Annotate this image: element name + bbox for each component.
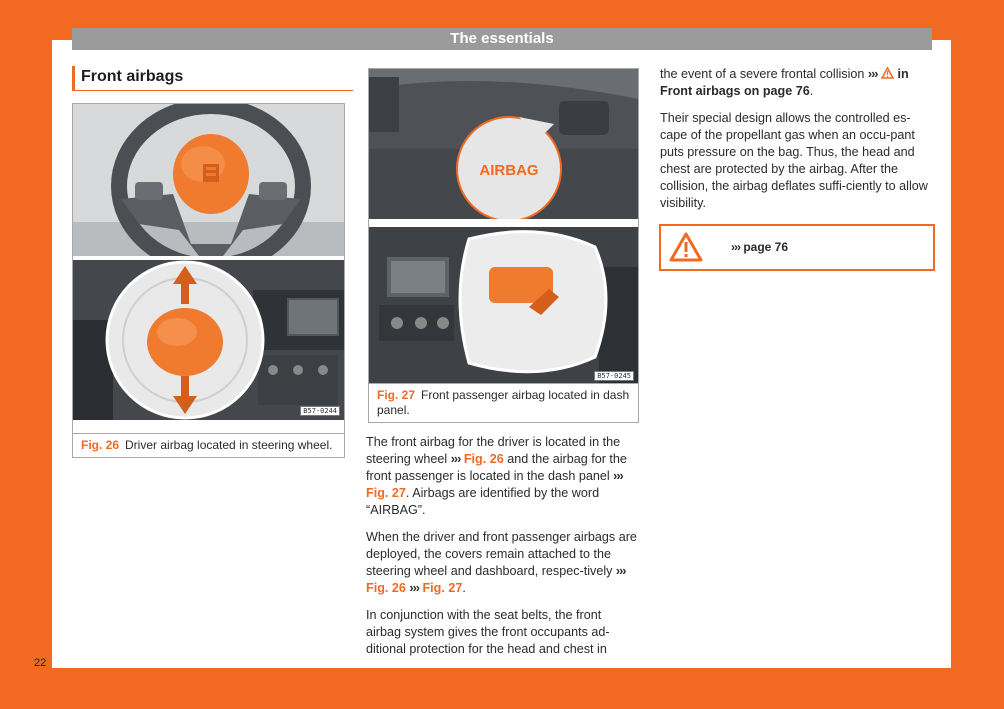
chapter-title: The essentials <box>450 30 554 47</box>
paragraph <box>660 110 932 212</box>
cross-ref-arrows: ››› <box>867 67 878 81</box>
image-code-label: B57-0245 <box>594 371 634 381</box>
text-run: . <box>462 581 466 595</box>
figure-26-link[interactable]: Fig. 26 <box>463 452 504 466</box>
warning-page-link[interactable] <box>731 240 788 254</box>
chapter-header <box>72 28 932 50</box>
cross-ref-arrows: ››› <box>613 469 623 483</box>
figure-caption-text: Front passenger airbag located in dash panel. <box>377 388 630 417</box>
figure-26-link[interactable]: Fig. 26 <box>366 581 406 595</box>
airbag-word-label: AIRBAG <box>479 162 539 179</box>
deployed-passenger-airbag-image <box>369 227 638 385</box>
paragraph <box>366 434 638 519</box>
figure-27 <box>368 68 639 423</box>
cross-ref-arrows: ››› <box>731 240 740 254</box>
steering-wheel-image <box>73 104 344 256</box>
text-run: The front airbag for the driver is located in the steering wheel <box>366 435 621 466</box>
cross-ref-arrows: ››› <box>450 452 461 466</box>
text-run: . <box>809 84 814 98</box>
warning-triangle-icon <box>669 232 703 262</box>
page-number: 22 <box>34 657 47 669</box>
warning-box <box>659 224 935 271</box>
image-code-label: B57-0244 <box>300 406 340 416</box>
paragraph <box>660 66 932 100</box>
text-run: In conjunction with the seat belts, the front airbag system gives the front occupants ad-ditional protection for the head and chest in <box>366 608 610 656</box>
warning-link-text: page 76 <box>743 240 789 254</box>
figure-caption <box>73 433 344 457</box>
paragraph <box>366 607 638 658</box>
figure-caption <box>369 383 638 422</box>
text-run: Their special design allows the controlled es-cape of the propellant gas when an occu-pant puts pressure on the bag. Thus, the head and chest are protected by the airbag. After the collision, the airbag deflates suffi-ciently to allow visibility. <box>660 111 928 210</box>
cross-ref-arrows: ››› <box>615 564 626 578</box>
deployed-driver-airbag-image <box>73 260 344 420</box>
warning-section-link[interactable]: in Front airbags on page 76 <box>660 67 909 98</box>
paragraph <box>366 529 638 597</box>
text-run: the event of a severe frontal collision <box>660 67 865 81</box>
column-2-text <box>366 434 638 668</box>
warning-icon <box>881 67 894 79</box>
figure-number: Fig. 26 <box>81 438 120 452</box>
cross-ref-arrows: ››› <box>409 581 419 595</box>
figure-number: Fig. 27 <box>377 388 416 402</box>
section-title: Front airbags <box>72 66 353 91</box>
text-run: . Airbags are identified by the word “AIRBAG”. <box>366 486 600 517</box>
text-run: and the airbag for the front passenger is located in the dash panel <box>366 452 627 483</box>
figure-27-link[interactable]: Fig. 27 <box>366 486 406 500</box>
figure-caption-text: Driver airbag located in steering wheel. <box>125 438 333 452</box>
figure-26 <box>72 103 345 458</box>
figure-27-link[interactable]: Fig. 27 <box>422 581 463 595</box>
dashboard-airbag-label-image <box>369 69 638 219</box>
column-3-text <box>660 66 932 222</box>
text-run: When the driver and front passenger airbags are deployed, the covers remain attached to the steering wheel and dashboard, respec-tively <box>366 530 637 578</box>
